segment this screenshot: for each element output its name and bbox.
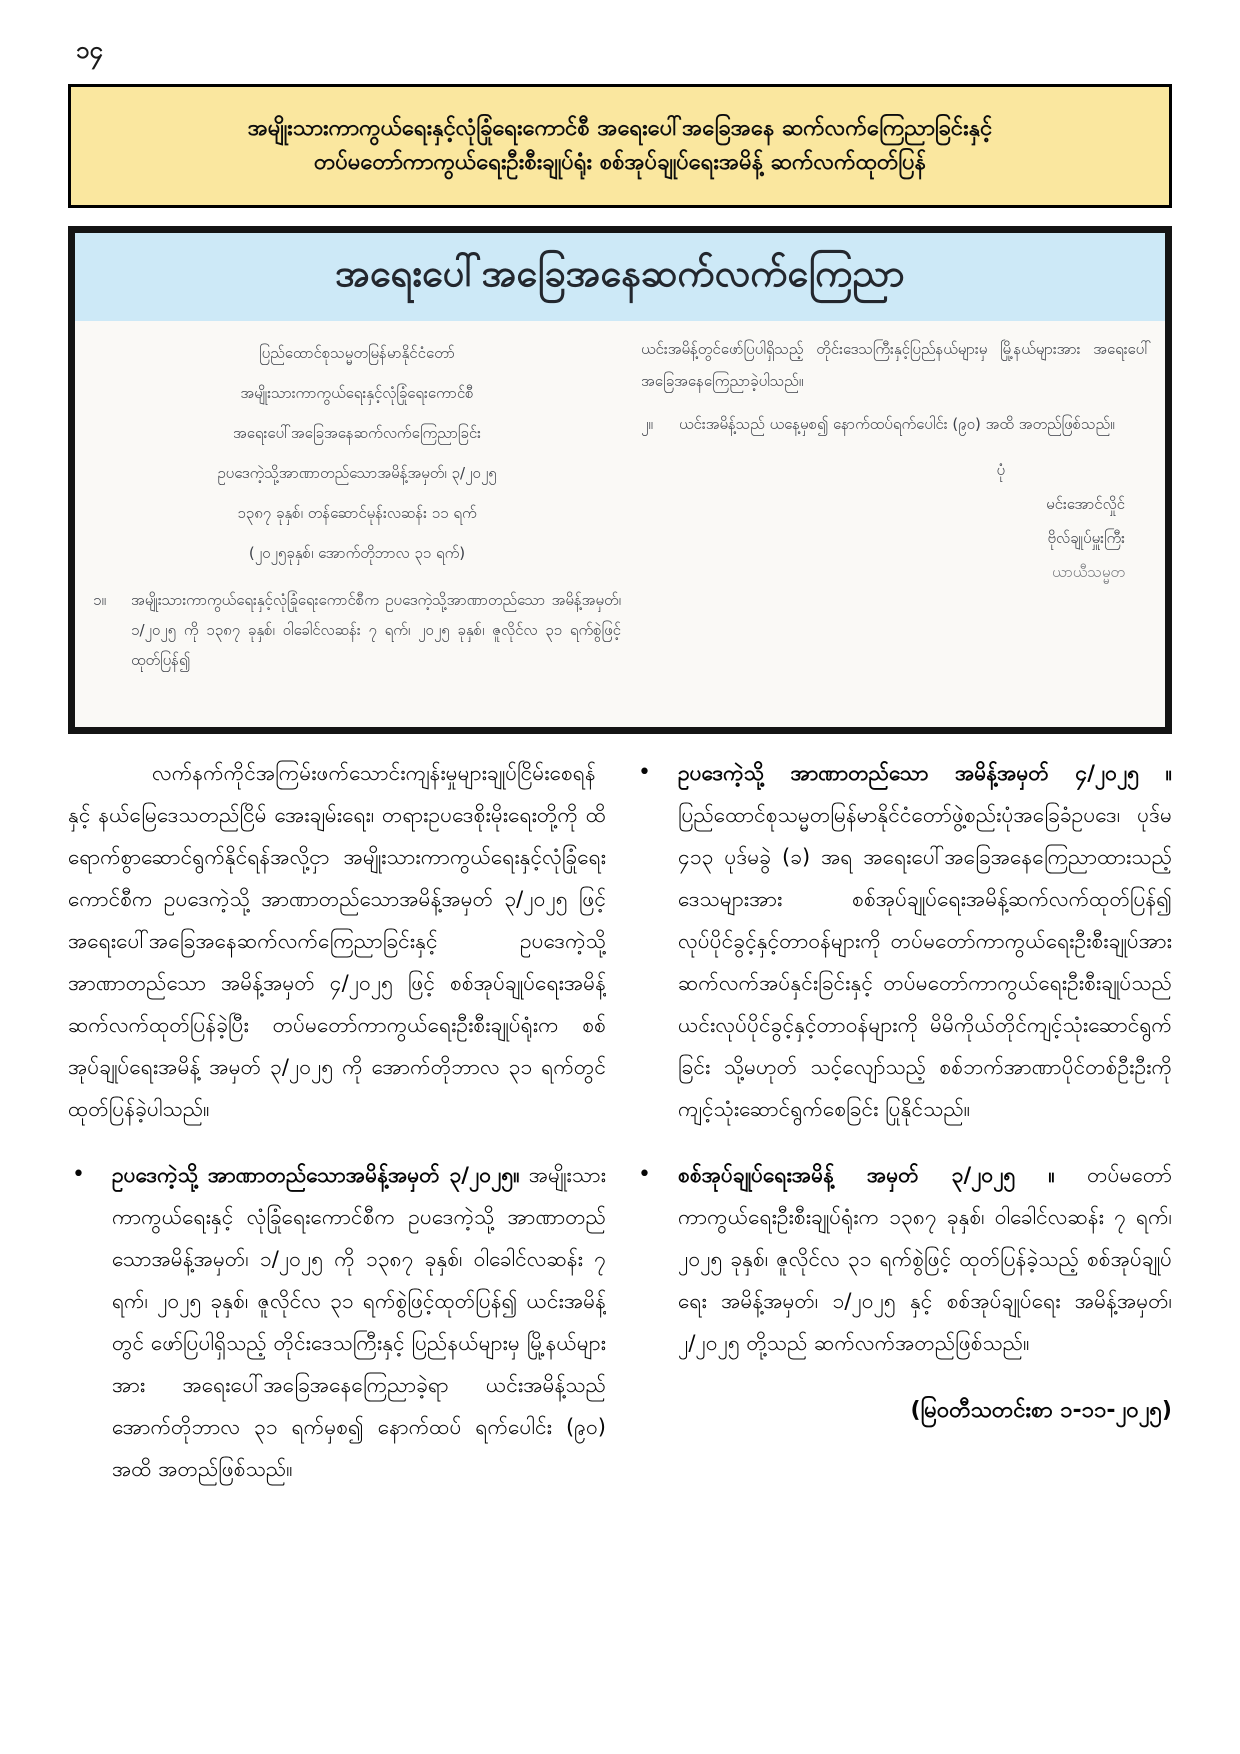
bullet-body: တပ်မတော်ကာကွယ်ရေးဦးစီးချုပ်ရုံးက ၁၃၈၇ ခုနှစ်၊ ဝါခေါင်လဆန်း ၇ ရက်၊ ၂၀၂၅ ခုနှစ်၊ ဇူလိုင်လ ၃၁ ရက်စွဲဖြင့် ထုတ်ပြန်ခဲ့သည့် စစ်အုပ်ချုပ်ရေး အမိန့်အမှတ်၊ ၁/၂၀၂၅ နှင့် စစ်အုပ်ချုပ်ရေး အမိန့်အမှတ်၊ ၂/၂၀၂၅ တို့သည် ဆက်လက်အတည်ဖြစ်သည်။ bbox=[678, 1163, 1172, 1355]
clipping-heading-line: (၂၀၂၅ခုနှစ်၊ အောက်တိုဘာလ ၃၁ ရက်) bbox=[248, 544, 466, 562]
clipping-heading-line: ပြည်ထောင်စုသမ္မတမြန်မာနိုင်ငံတော် bbox=[259, 344, 455, 362]
clipping-heading-line: ဥပဒေကဲ့သို့အာဏာတည်သောအမိန့်အမှတ်၊ ၃/၂၀၂၅ bbox=[217, 464, 497, 482]
clipping-scan bbox=[75, 233, 1165, 727]
clipping-heading-line: အမျိုးသားကာကွယ်ရေးနှင့်လုံခြုံရေးကောင်စီ bbox=[240, 384, 474, 402]
clause-number: ၂။ bbox=[641, 415, 653, 433]
clipping-header-band bbox=[75, 233, 1165, 321]
clipping-heading-line: ၁၃၈၇ ခုနှစ်၊ တန်ဆောင်မုန်းလဆန်း ၁၁ ရက် bbox=[237, 504, 477, 522]
signature-mark: ပုံ bbox=[996, 461, 1005, 479]
clause-text: ယင်းအမိန့်သည် ယနေ့မှစ၍ နောက်ထပ်ရက်ပေါင်း (၉၀) အထိ အတည်ဖြစ်သည်။ bbox=[679, 415, 1115, 433]
bullet-body: ပြည်ထောင်စုသမ္မတမြန်မာနိုင်ငံတော်ဖွဲ့စည်းပုံအခြေခံဥပဒေ၊ ပုဒ်မ ၄၁၃ ပုဒ်မခွဲ (ခ) အရ အရေးပေါ်အခြေအနေကြေညာထားသည့် ဒေသများအား စစ်အုပ်ချုပ်ရေးအမိန့်ဆက်လက်ထုတ်ပြန်၍ လုပ်ပိုင်ခွင့်နှင့်တာဝန်များကို တပ်မတော်ကာကွယ်ရေးဦးစီးချုပ်အား ဆက်လက်အပ်နှင်းခြင်းနှင့် တပ်မတော်ကာကွယ်ရေးဦးစီးချုပ်သည် ယင်းလုပ်ပိုင်ခွင့်နှင့်တာဝန်များကို မိမိကိုယ်တိုင်ကျင့်သုံးဆောင်ရွက်ခြင်း သို့မဟုတ် သင့်လျော်သည့် စစ်ဘက်အာဏာပိုင်တစ်ဦးဦးကို ကျင့်သုံးဆောင်ရွက်စေခြင်း ပြုနိုင်သည်။ bbox=[678, 803, 1172, 1121]
headline-line-2: တပ်မတော်ကာကွယ်ရေးဦးစီးချုပ်ရုံး စစ်အုပ်ချုပ်ရေးအမိန့် ဆက်လက်ထုတ်ပြန် bbox=[313, 150, 927, 175]
clipping-clause-2 bbox=[641, 409, 1151, 439]
bullet-lead: ဥပဒေကဲ့သို့ အာဏာတည်သောအမိန့်အမှတ် ၃/၂၀၂၅။ bbox=[112, 1163, 520, 1187]
article-right-column bbox=[634, 752, 1172, 1744]
signatory-post: ယာယီသမ္မတ bbox=[1052, 563, 1125, 581]
bullet-content bbox=[678, 752, 1172, 1130]
bullet-content bbox=[678, 1154, 1172, 1364]
bullet-item-3 bbox=[634, 1154, 1172, 1364]
clause-text: အမျိုးသားကာကွယ်ရေးနှင့်လုံခြုံရေးကောင်စီက ဥပဒေကဲ့သို့အာဏာတည်သော အမိန့်အမှတ်၊ ၁/၂၀၂၅ ကို ၁၃၈၇ ခုနှစ်၊ ဝါခေါင်လဆန်း ၇ ရက်၊ ၂၀၂၅ ခုနှစ်၊ ဇူလိုင်လ ၃၁ ရက်စွဲဖြင့် ထုတ်ပြန်၍ bbox=[131, 591, 621, 669]
signatory-rank: ဗိုလ်ချုပ်မှူးကြီး bbox=[1047, 529, 1125, 547]
bullet-dot-icon: • bbox=[638, 1162, 651, 1187]
clipping-frame bbox=[68, 226, 1172, 734]
clipping-left-column bbox=[93, 333, 621, 723]
bullet-lead: ဥပဒေကဲ့သို့ အာဏာတည်သော အမိန့်အမှတ် ၄/၂၀၂၅ ။ bbox=[678, 761, 1172, 785]
article-columns bbox=[68, 752, 1172, 1744]
bullet-dot-icon: • bbox=[72, 1162, 85, 1187]
source-credit: (မြဝတီသတင်းစာ ၁-၁၁-၂၀၂၅) bbox=[910, 1398, 1172, 1423]
page-number: ၁၄ bbox=[76, 36, 103, 64]
headline-line-1: အမျိုးသားကာကွယ်ရေးနှင့်လုံခြုံရေးကောင်စီ အရေးပေါ်အခြေအနေ ဆက်လက်ကြေညာခြင်းနှင့် bbox=[247, 116, 993, 141]
intro-paragraph: လက်နက်ကိုင်အကြမ်းဖက်သောင်းကျန်းမှုများချုပ်ငြိမ်းစေရန်နှင့် နယ်မြေဒေသတည်ငြိမ် အေးချမ်းရေး၊ တရားဥပဒေစိုးမိုးရေးတို့ကို ထိရောက်စွာဆောင်ရွက်နိုင်ရန်အလို့ငှာ အမျိုးသားကာကွယ်ရေးနှင့်လုံခြုံရေးကောင်စီက ဥပဒေကဲ့သို့ အာဏာတည်သောအမိန့်အမှတ် ၃/၂၀၂၅ ဖြင့် အရေးပေါ်အခြေအနေဆက်လက်ကြေညာခြင်းနှင့် ဥပဒေကဲ့သို့ အာဏာတည်သော အမိန့်အမှတ် ၄/၂၀၂၅ ဖြင့် စစ်အုပ်ချုပ်ရေးအမိန့် ဆက်လက်ထုတ်ပြန်ခဲ့ပြီး တပ်မတော်ကာကွယ်ရေးဦးစီးချုပ်ရုံးက စစ်အုပ်ချုပ်ရေးအမိန့် အမှတ် ၃/၂၀၂၅ ကို အောက်တိုဘာလ ၃၁ ရက်တွင် ထုတ်ပြန်ခဲ့ပါသည်။ bbox=[68, 761, 606, 1121]
headline-banner bbox=[68, 84, 1172, 208]
signature-block bbox=[641, 453, 1151, 589]
bullet-item-1 bbox=[68, 1154, 606, 1490]
article-left-column bbox=[68, 752, 606, 1744]
clause-number: ၁။ bbox=[93, 591, 106, 609]
clipping-heading-line: အရေးပေါ်အခြေအနေဆက်လက်ကြေညာခြင်း bbox=[233, 424, 481, 442]
clipping-paragraph: ယင်းအမိန့်တွင်ဖော်ပြပါရှိသည့် တိုင်းဒေသကြီးနှင့်ပြည်နယ်များမှ မြို့နယ်များအား အရေးပေါ်အခြေအနေကြေညာခဲ့ပါသည်။ bbox=[641, 340, 1151, 390]
clipping-clause-1 bbox=[93, 585, 621, 675]
signatory-name: မင်းအောင်လှိုင် bbox=[1046, 495, 1125, 513]
clipping-title: အရေးပေါ်အခြေအနေဆက်လက်ကြေညာ bbox=[335, 251, 905, 295]
clipping-right-column bbox=[641, 333, 1151, 723]
bullet-body: အမျိုးသားကာကွယ်ရေးနှင့် လုံခြုံရေးကောင်စီက ဥပဒေကဲ့သို့ အာဏာတည်သောအမိန့်အမှတ်၊ ၁/၂၀၂၅ ကို ၁၃၈၇ ခုနှစ်၊ ဝါခေါင်လဆန်း ၇ ရက်၊ ၂၀၂၅ ခုနှစ်၊ ဇူလိုင်လ ၃၁ ရက်စွဲဖြင့်ထုတ်ပြန်၍ ယင်းအမိန့်တွင် ဖော်ပြပါရှိသည့် တိုင်းဒေသကြီးနှင့် ပြည်နယ်များမှ မြို့နယ်များအား အရေးပေါ်အခြေအနေကြေညာခဲ့ရာ ယင်းအမိန့်သည် အောက်တိုဘာလ ၃၁ ရက်မှစ၍ နောက်ထပ် ရက်ပေါင်း (၉၀) အထိ အတည်ဖြစ်သည်။ bbox=[112, 1163, 606, 1481]
bullet-dot-icon: • bbox=[638, 760, 651, 785]
bullet-item-2 bbox=[634, 752, 1172, 1130]
bullet-lead: စစ်အုပ်ချုပ်ရေးအမိန့် အမှတ် ၃/၂၀၂၅ ။ bbox=[678, 1163, 1055, 1187]
bullet-content bbox=[112, 1154, 606, 1490]
